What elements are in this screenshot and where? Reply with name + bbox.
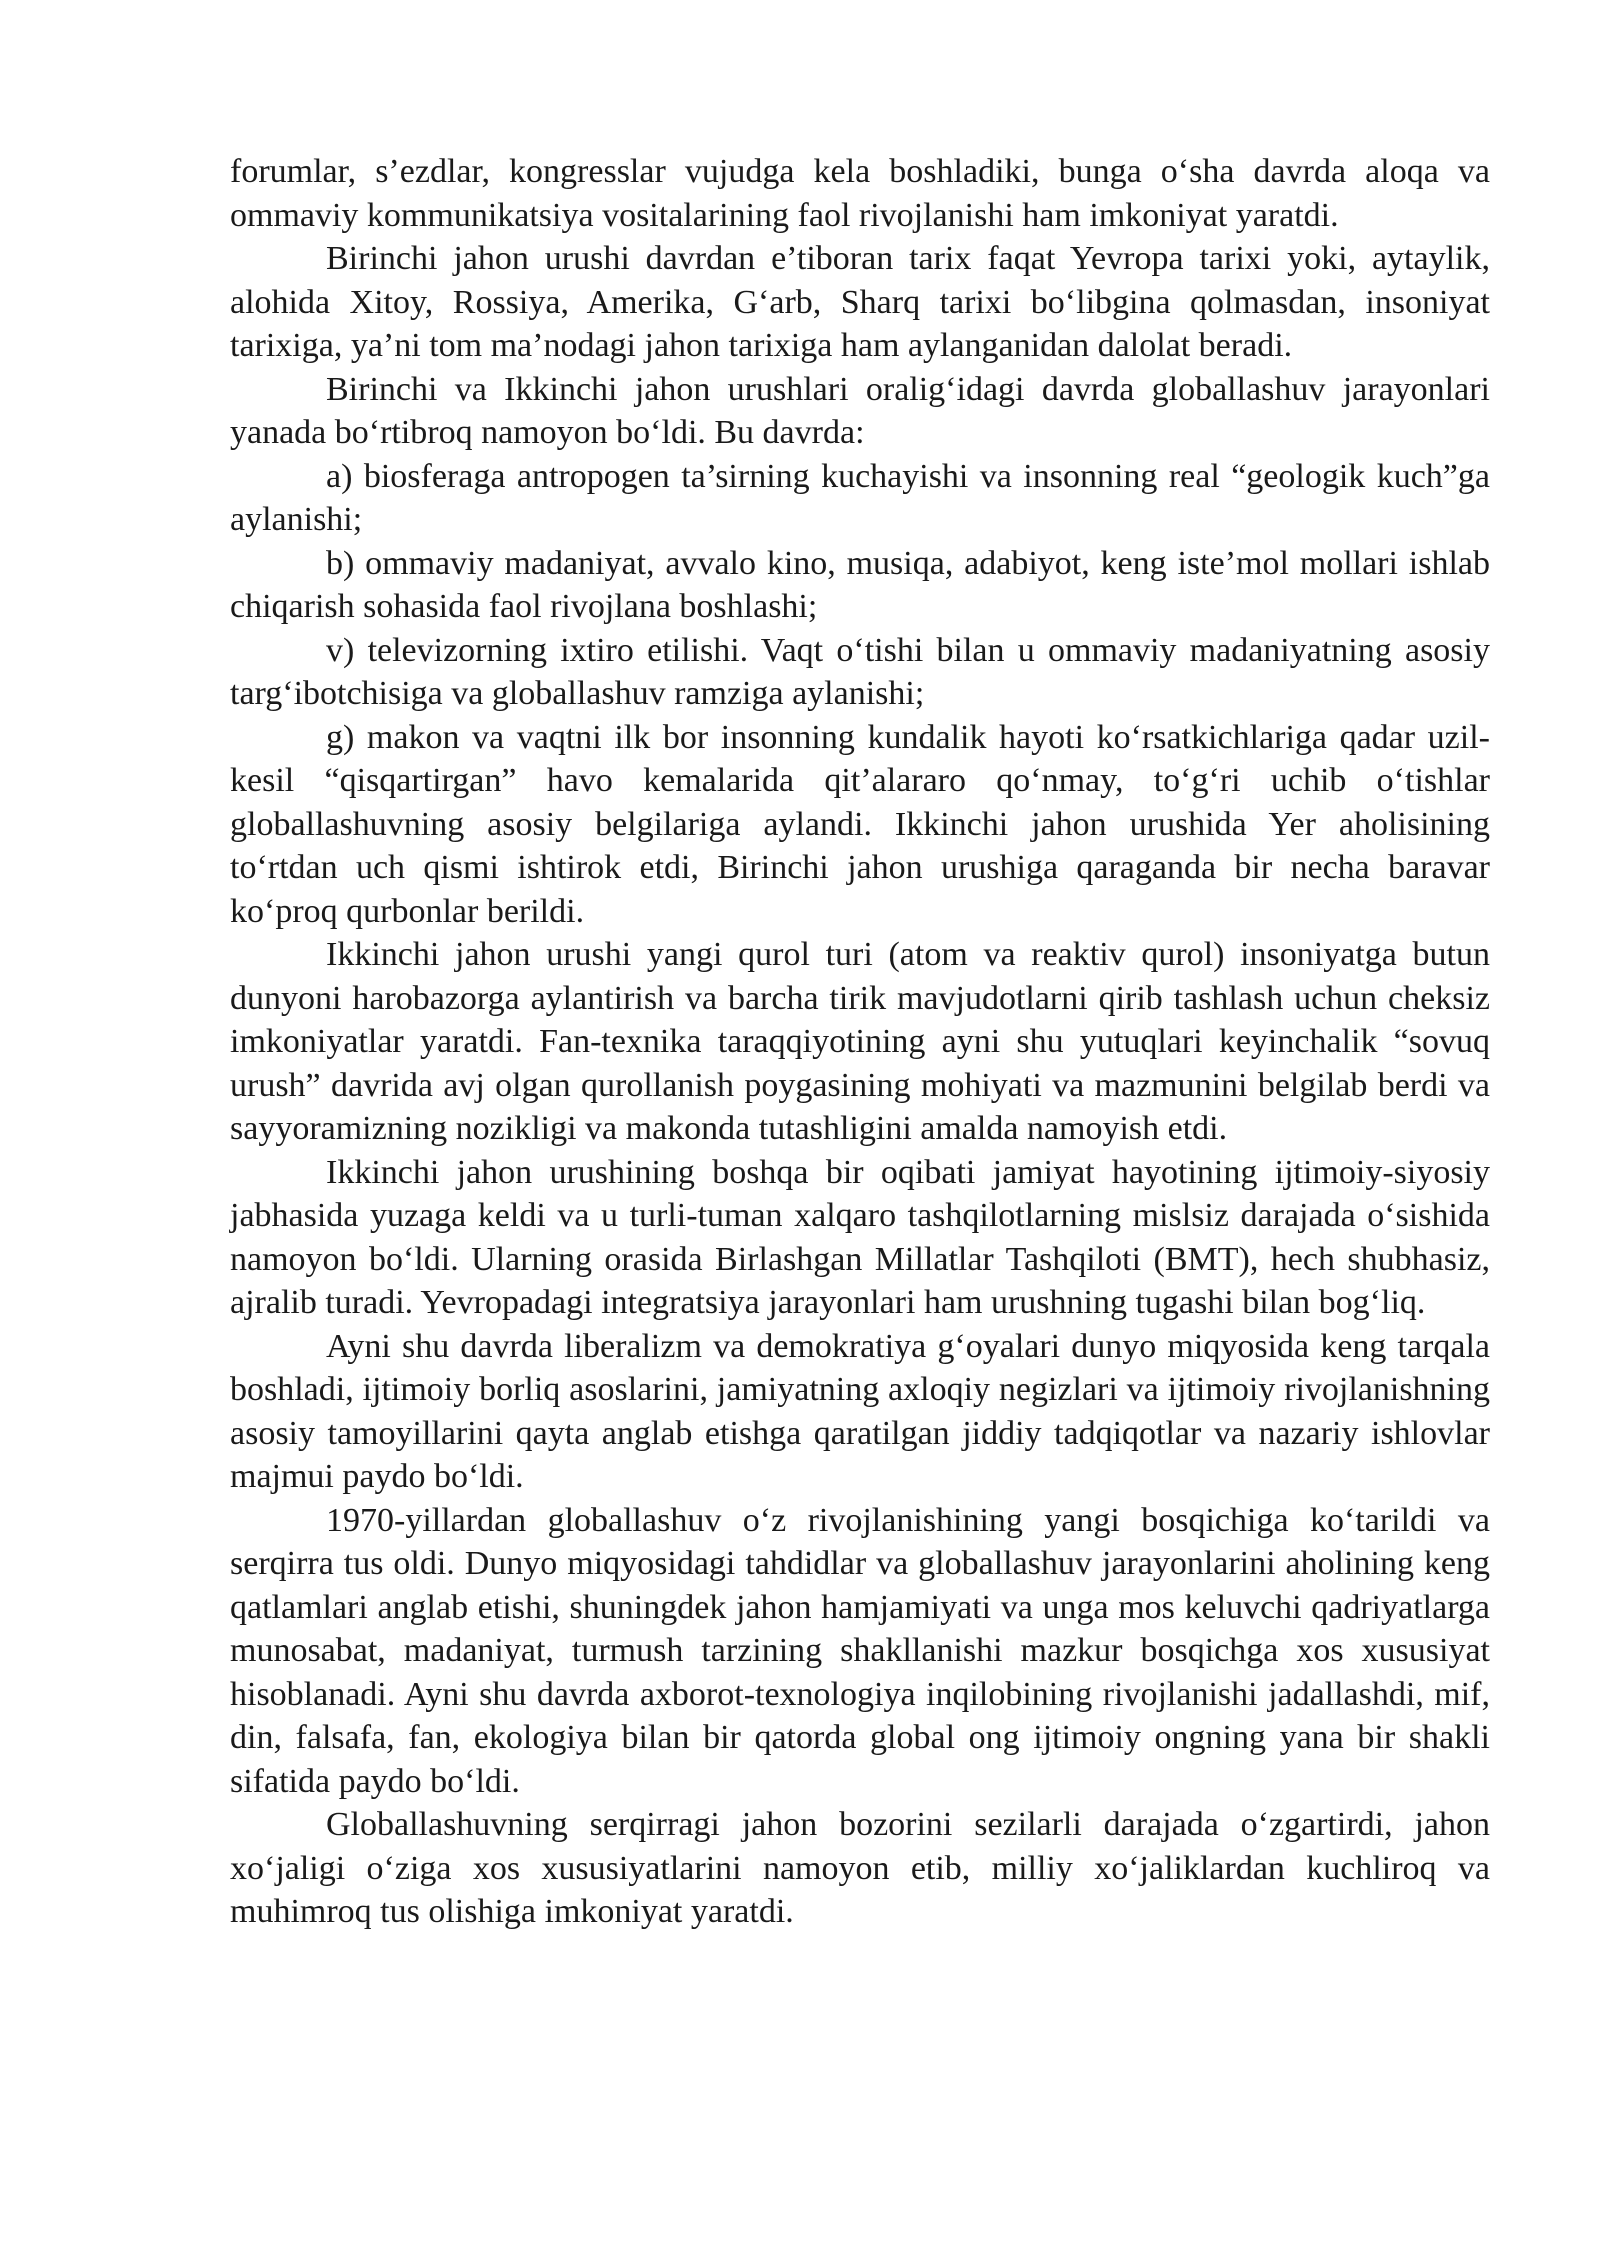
paragraph: Globallashuvning serqirragi jahon bozorini sezilarli darajada o‘zgartirdi, jahon xo‘jaligi o‘ziga xos xususiyatlarini namoyon etib, milliy xo‘jaliklardan kuchliroq va muhimroq tus olishiga imkoniyat yaratdi. <box>230 1806 1490 1930</box>
list-item-v: v) televizorning ixtiro etilishi. Vaqt o‘tishi bilan u ommaviy madaniyatning asosiy targ‘ibotchisiga va globallashuv ramziga aylanishi; <box>230 631 1490 712</box>
paragraph: Birinchi va Ikkinchi jahon urushlari oralig‘idagi davrda globallashuv jarayonlari yanada bo‘rtibroq namoyon bo‘ldi. Bu davrda: <box>230 370 1490 451</box>
list-item-b: b) ommaviy madaniyat, avvalo kino, musiqa, adabiyot, keng iste’mol mollari ishlab chiqarish sohasida faol rivojlana boshlashi; <box>230 544 1490 625</box>
paragraph: 1970-yillardan globallashuv o‘z rivojlanishining yangi bosqichiga ko‘tarildi va serqirra tus oldi. Dunyo miqyosidagi tahdidlar va globallashuv jarayonlarini aholining keng qatlamlari anglab etishi, shuningdek jahon hamjamiyati va unga mos keluvchi qadriyatlarga munosabat, madaniyat, turmush tarzining shakllanishi mazkur bosqichga xos xususiyat hisoblanadi. Ayni shu davrda axborot-texnologiya inqilobining rivojlanishi jadallashdi, mif, din, falsafa, fan, ekologiya bilan bir qatorda global ong ijtimoiy ongning yana bir shakli sifatida paydo bo‘ldi. <box>230 1501 1490 1800</box>
paragraph-continuation: forumlar, s’ezdlar, kongresslar vujudga kela boshladiki, bunga o‘sha davrda aloqa va ommaviy kommunikatsiya vositalarining faol rivojlanishi ham imkoniyat yaratdi. <box>230 153 1490 234</box>
paragraph: Birinchi jahon urushi davrdan e’tiboran tarix faqat Yevropa tarixi yoki, aytaylik, alohida Xitoy, Rossiya, Amerika, G‘arb, Sharq tarixi bo‘libgina qolmasdan, insoniyat tarixiga, ya’ni tom ma’nodagi jahon tarixiga ham aylanganidan dalolat beradi. <box>230 240 1490 364</box>
list-item-a: a) biosferaga antropogen ta’sirning kuchayishi va insonning real “geologik kuch”ga aylanishi; <box>230 457 1490 538</box>
paragraph: Ayni shu davrda liberalizm va demokratiya g‘oyalari dunyo miqyosida keng tarqala boshladi, ijtimoiy borliq asoslarini, jamiyatning axloqiy negizlari va ijtimoiy rivojlanishning asosiy tamoyillarini qayta anglab etishga qaratilgan jiddiy tadqiqotlar va nazariy ishlovlar majmui paydo bo‘ldi. <box>230 1327 1490 1495</box>
paragraph: Ikkinchi jahon urushining boshqa bir oqibati jamiyat hayotining ijtimoiy-siyosiy jabhasida yuzaga keldi va u turli-tuman xalqaro tashqilotlarning mislsiz darajada o‘sishida namoyon bo‘ldi. Ularning orasida Birlashgan Millatlar Tashqiloti (BMT), hech shubhasiz, ajralib turadi. Yevropadagi integratsiya jarayonlari ham urushning tugashi bilan bog‘liq. <box>230 1153 1490 1321</box>
document-body <box>230 150 1490 1934</box>
paragraph: Ikkinchi jahon urushi yangi qurol turi (atom va reaktiv qurol) insoniyatga butun dunyoni harobazorga aylantirish va barcha tirik mavjudotlarni qirib tashlash uchun cheksiz imkoniyatlar yaratdi. Fan-texnika taraqqiyotining ayni shu yutuqlari keyinchalik “sovuq urush” davrida avj olgan qurollanish poygasining mohiyati va mazmunini belgilab berdi va sayyoramizning nozikligi va makonda tutashligini amalda namoyish etdi. <box>230 936 1490 1147</box>
list-item-g: g) makon va vaqtni ilk bor insonning kundalik hayoti ko‘rsatkichlariga qadar uzil-kesil “qisqartirgan” havo kemalarida qit’alararo qo‘nmay, to‘g‘ri uchib o‘tishlar globallashuvning asosiy belgilariga aylandi. Ikkinchi jahon urushida Yer aholisining to‘rtdan uch qismi ishtirok etdi, Birinchi jahon urushiga qaraganda bir necha baravar ko‘proq qurbonlar berildi. <box>230 718 1490 930</box>
